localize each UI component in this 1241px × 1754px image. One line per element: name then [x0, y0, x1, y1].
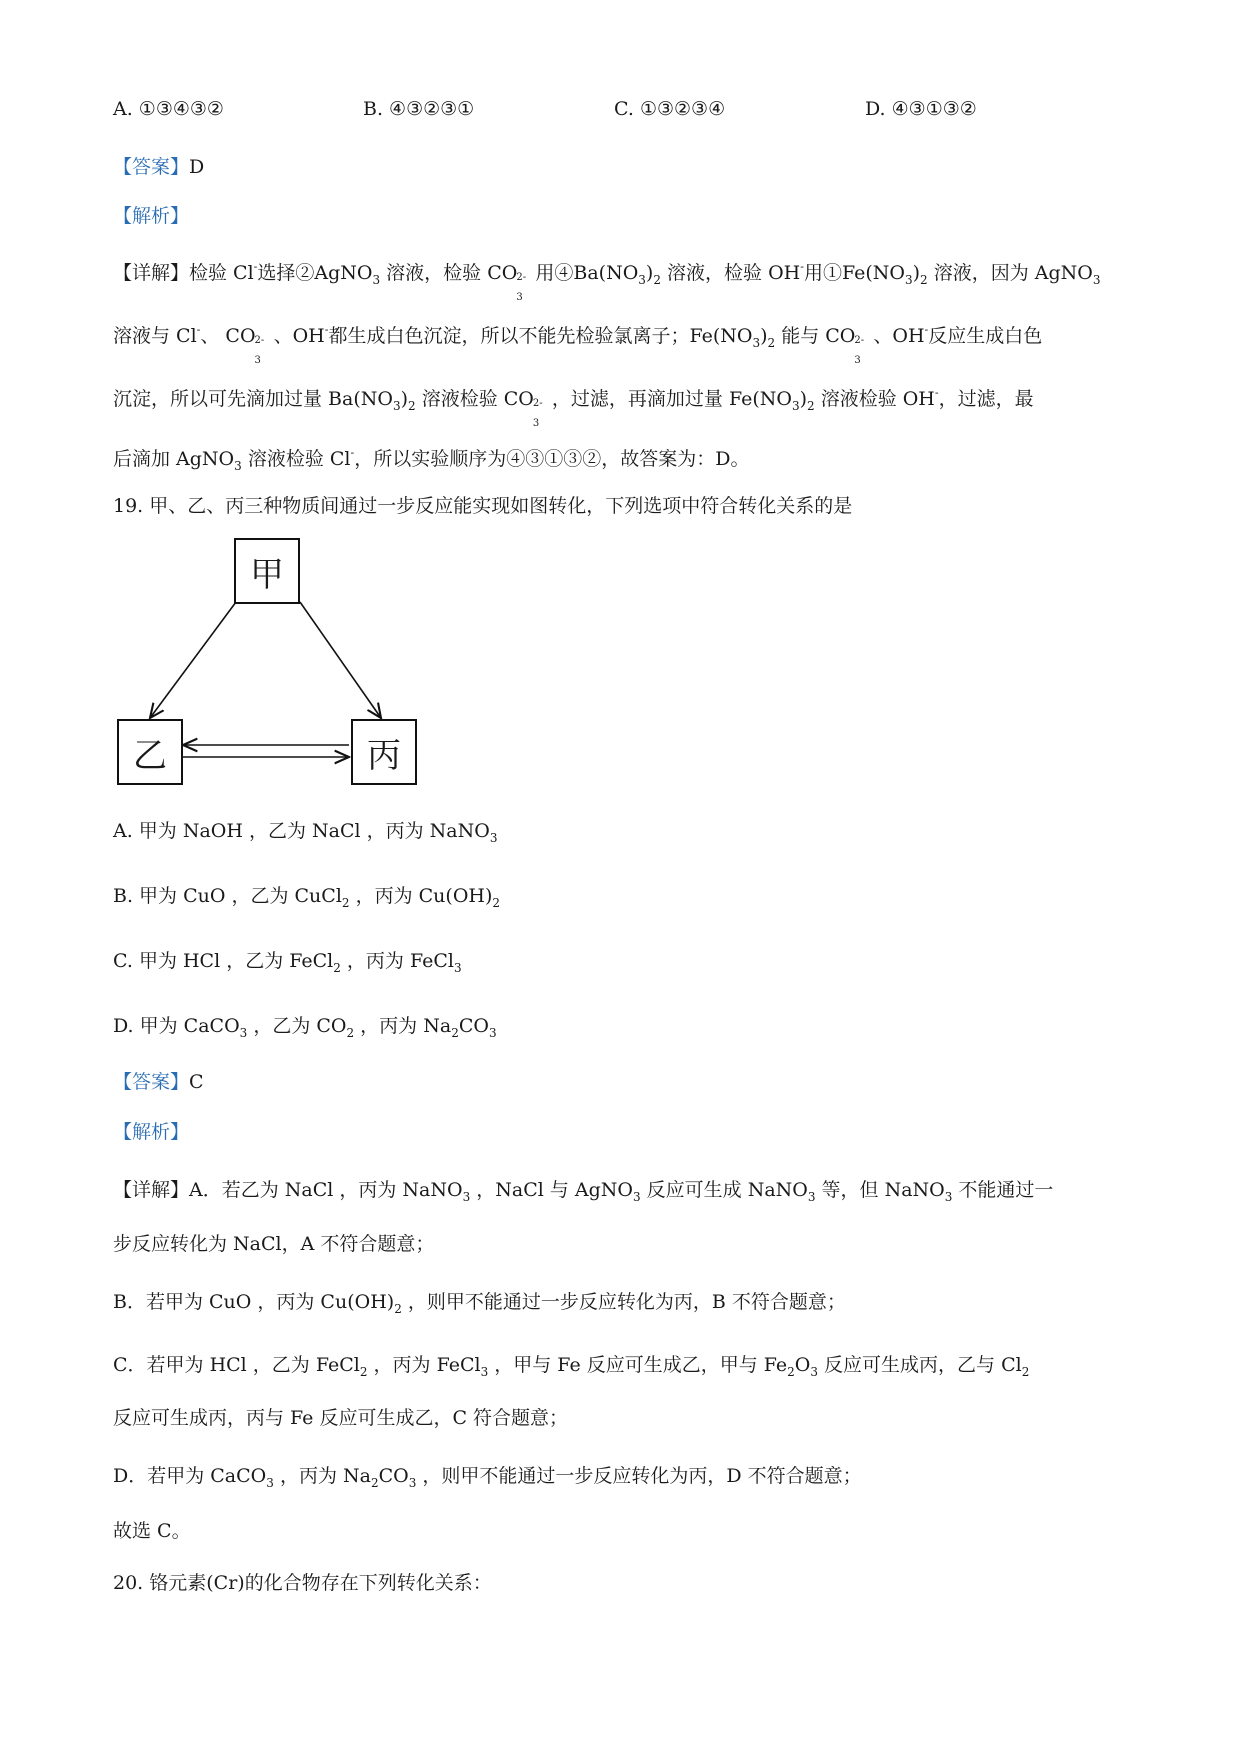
q19-detail-b: B．若甲为 CuO ，丙为 $Cu(OH)_2$ ，则甲不能通过一步反应转化为丙，B 不符合题意；: [113, 1291, 846, 1316]
q19-analysis-tag: 【解析】: [113, 1121, 190, 1143]
q19-option-d: D. 甲为 CaCO$_3$ ，乙为 $CO_2$ ，丙为 $Na_2CO_3$: [113, 1015, 497, 1040]
option-d: D. ④③①③②: [865, 98, 977, 120]
q19-conclusion: 故选 C。: [113, 1520, 191, 1542]
box-bing: 丙: [351, 719, 417, 785]
q19-option-b: B. 甲为 CuO ，乙为 CuCl$_2$ ，丙为 $Cu(OH)_2$: [113, 885, 501, 910]
q18-detail-line-4: 后滴加 AgNO$_3$ 溶液检验 Cl-，所以实验顺序为④③①③②，故答案为：D。: [113, 446, 750, 473]
q18-detail-line-1: 【详解】检验 Cl-选择②AgNO$_3$ 溶液，检验 CO 2- 3 用$④Ba(NO_3)_2$ 溶液，检验 OH-用$①Fe(NO_3)_2$ 溶液，因为 AgNO$_3$: [113, 260, 1101, 303]
box-jia: 甲: [234, 538, 300, 604]
option-a: A. ①③④③②: [113, 98, 224, 120]
q18-detail-line-3: 沉淀，所以可先滴加过量 $Ba(NO_3)_2$ 溶液检验 CO 2- 3 ，过滤，再滴加过量 $Fe(NO_3)_2$ 溶液检验 OH-，过滤，最: [113, 386, 1034, 429]
q19-detail-c-line-1: C．若甲为 HCl ，乙为 FeCl$_2$ ，丙为 FeCl$_3$ ，甲与 Fe 反应可生成乙，甲与 $Fe_2O_3$ 反应可生成丙，乙与 $Cl_2$: [113, 1354, 1030, 1379]
q19-detail-a-line-2: 步反应转化为 NaCl，A 不符合题意；: [113, 1233, 435, 1255]
arrow-jia-to-yi: [150, 602, 236, 718]
q19-stem: 19. 甲、乙、丙三种物质间通过一步反应能实现如图转化，下列选项中符合转化关系的是: [113, 495, 853, 517]
q19-detail-a-line-1: 【详解】A．若乙为 NaCl ，丙为 NaNO$_3$ ，NaCl 与 AgNO$_3$ 反应可生成 NaNO$_3$ 等，但 NaNO$_3$ 不能通过一: [113, 1179, 1054, 1204]
arrow-jia-to-bing: [300, 602, 381, 718]
q19-option-a: A. 甲为 NaOH ，乙为 NaCl ，丙为 NaNO$_3$: [113, 820, 498, 845]
q19-detail-c-line-2: 反应可生成丙，丙与 Fe 反应可生成乙，C 符合题意；: [113, 1407, 569, 1429]
option-b: B. ④③②③①: [363, 98, 475, 120]
q19-answer: 【答案】C: [113, 1071, 204, 1093]
q18-answer: 【答案】D: [113, 156, 205, 178]
option-c: C. ①③②③④: [614, 98, 726, 120]
q18-analysis-tag: 【解析】: [113, 205, 190, 227]
q20-stem: 20. 铬元素(Cr)的化合物存在下列转化关系：: [113, 1572, 492, 1594]
q19-option-c: C. 甲为 HCl ，乙为 FeCl$_2$ ，丙为 FeCl$_3$: [113, 950, 462, 975]
q19-detail-d: D．若甲为 CaCO$_3$ ，丙为 $Na_2CO_3$ ，则甲不能通过一步反应转化为丙，D 不符合题意；: [113, 1465, 862, 1490]
q18-detail-line-2: 溶液与 Cl-、 CO 2- 3 、OH-都生成白色沉淀，所以不能先检验氯离子；$Fe(NO_3)_2$ 能与 CO 2- 3 、OH-反应生成白色: [113, 323, 1043, 366]
box-yi: 乙: [117, 719, 183, 785]
